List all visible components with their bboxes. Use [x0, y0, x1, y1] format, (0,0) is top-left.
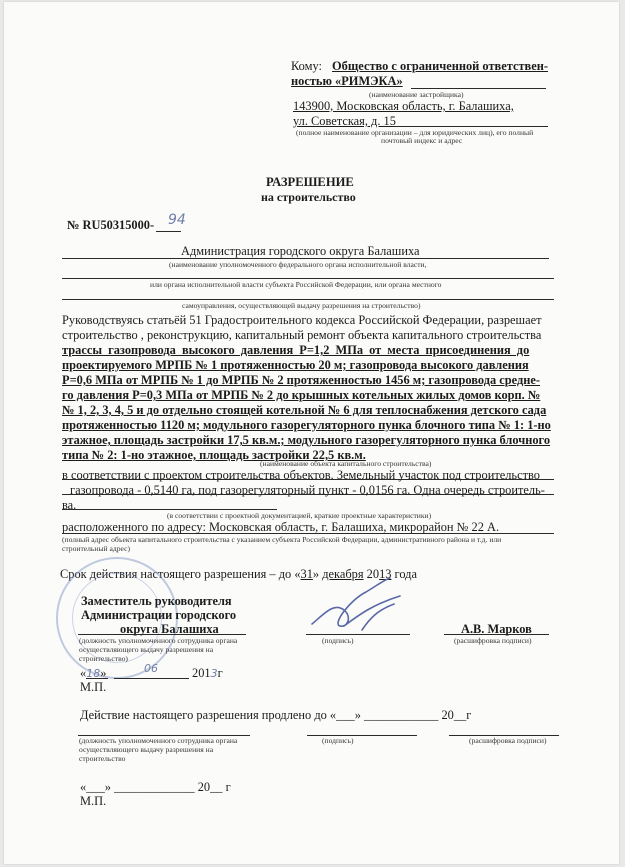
signatory-name-underline: [444, 634, 549, 635]
body-line-1: Руководствуясь статьёй 51 Градостроительного кодекса Российской Федерации, разрешает: [62, 313, 542, 327]
body-line-9: этажное, площадь застройки 17,5 кв.м.; модульного газорегуляторного пунка блочного: [62, 433, 551, 447]
authority-name: Администрация городского округа Балашиха: [181, 244, 420, 258]
validity-suffix: года: [391, 567, 417, 581]
signature-icon: [304, 574, 414, 636]
authority-underline: [62, 258, 549, 259]
validity-day: 31: [300, 567, 313, 581]
extension-mp: М.П.: [80, 794, 107, 808]
permit-number-underline: [156, 231, 181, 232]
extension-caption-1: (должность уполномоченного сотрудника органа: [79, 736, 238, 745]
signatory-position-underline: [78, 634, 246, 635]
extension-name-caption: (расшифровка подписи): [469, 736, 547, 745]
location-caption-2: строительный адрес): [62, 544, 130, 553]
date-suffix: г: [217, 666, 223, 680]
date-open: «: [80, 666, 87, 680]
date-month-underline: [114, 678, 189, 679]
extension-text: Действие настоящего разрешения продлено до «___» ____________ 20__г: [80, 708, 472, 722]
body-line-5: Р=0,6 МПа от МРПБ № 1 до МРПБ № 2 протяженностью 1456 м; газопровода средне-: [62, 373, 541, 387]
date-close: »: [100, 666, 107, 680]
date-day: 18: [86, 667, 101, 680]
project-underline-1: [62, 479, 554, 480]
object-caption: (наименование объекта капитального строительства): [260, 459, 432, 468]
extension-caption-2: осуществляющего выдачу разрешения на: [79, 745, 214, 754]
body-line-10: типа № 2: 1-но этажное, площадь застройки 22,5 кв.м.: [62, 448, 366, 462]
location-underline: [62, 533, 554, 534]
signatory-position-2: Администрации городского: [81, 608, 237, 622]
extension-date: «___» _____________ 20__ г: [80, 780, 231, 794]
project-underline-2: [62, 494, 554, 495]
addressee-address-line1: 143900, Московская область, г. Балашиха,: [293, 99, 514, 113]
project-line-2: газопровода - 0,5140 га, под газорегуляторный пункт - 0,0156 га. Одна очередь строитель-: [70, 483, 545, 497]
address-caption-1: (полное наименование организации – для юридических лиц), его полный: [296, 128, 534, 137]
validity-year-prefix: 20: [363, 567, 380, 581]
name-caption: (расшифровка подписи): [454, 636, 532, 645]
date-day-underline: [86, 678, 108, 679]
body-line-8: протяженностью 1120 м; модульного газорегуляторного пунка блочного типа № 1: 1-но: [62, 418, 551, 432]
authority-caption-2: или органа исполнительной власти субъекта Российской Федерации, или органа местного: [150, 280, 442, 289]
document-title: РАЗРЕШЕНИЕ: [266, 175, 354, 189]
project-caption: (в соответствии с проектной документацией, краткие проектные характеристики): [167, 511, 432, 520]
authority-underline-2: [62, 278, 554, 279]
signatory-caption-1: (должность уполномоченного сотрудника органа: [79, 636, 238, 645]
date-year-prefix: 201: [192, 666, 211, 680]
permit-document: [4, 2, 619, 864]
signatory-caption-2: осуществляющего выдачу разрешения на: [79, 645, 214, 654]
location-caption-1: (полный адрес объекта капитального строительства с указанием субъекта Российской Федерации, административного района и т.д. или: [62, 535, 502, 544]
authority-underline-3: [62, 299, 554, 300]
addressee-name-line1: Общество с ограниченной ответствен-: [332, 59, 549, 73]
validity-mid: »: [312, 567, 323, 581]
body-line-3: трассы газопровода высокого давления Р=1,2 МПа от места присоединения до: [62, 343, 530, 357]
extension-caption-3: строительство: [79, 754, 126, 763]
address-caption-2: почтовый индекс и адрес: [381, 136, 463, 145]
document-subtitle: на строительство: [261, 190, 356, 204]
extension-signature-caption: (подпись): [322, 736, 354, 745]
signatory-name: А.В. Марков: [461, 622, 532, 636]
signatory-mp: М.П.: [80, 680, 107, 694]
location-line: расположенного по адресу: Московская область, г. Балашиха, микрорайон № 22 А.: [62, 520, 500, 534]
date-year-handwritten: 3: [210, 667, 218, 680]
validity-month: декабря: [322, 567, 364, 581]
signatory-caption-3: строительство): [79, 654, 128, 663]
validity-year: 13: [379, 567, 392, 581]
body-line-2: строительство , реконструкцию, капитальный ремонт объекта капитального строительства: [62, 328, 542, 342]
body-line-6: го давления Р=0,3 МПа от МРПБ № 2 до крышных котельных жилых домов корп. №: [62, 388, 541, 402]
addressee-to-label: Кому:: [291, 59, 322, 73]
signatory-position-3: округа Балашиха: [120, 622, 219, 636]
validity-prefix: Срок действия настоящего разрешения – до «: [60, 567, 301, 581]
signature-underline: [306, 634, 410, 635]
body-line-4: проектируемого МРПБ № 1 протяженностью 20 м; газопровода высокого давления: [62, 358, 529, 372]
permit-number-handwritten: 94: [168, 212, 186, 228]
address-underline: [393, 126, 548, 127]
project-underline-3: [62, 509, 277, 510]
body-line-7: № 1, 2, 3, 4, 5 и до отдельно стоящей котельной № 6 для теплоснабжения детского сада: [62, 403, 547, 417]
date-month: 06: [144, 662, 158, 675]
project-line-1: в соответствии с проектом строительства объектов. Земельный участок под строительство: [62, 468, 540, 482]
date-year: [192, 666, 223, 681]
authority-caption-1: (наименование уполномоченного федерального органа исполнительной власти,: [169, 260, 427, 269]
addressee-underline: [411, 88, 546, 89]
signatory-position-1: Заместитель руководителя: [81, 594, 232, 608]
addressee-name-line2: ностью «РИМЭКА»: [291, 74, 403, 88]
permit-number: № RU50315000-: [67, 218, 155, 232]
addressee-caption: (наименование застройщика): [369, 90, 464, 99]
addressee-address-line2: ул. Советская, д. 15: [293, 114, 396, 128]
project-line-3: ва.: [62, 498, 77, 512]
authority-caption-3: самоуправления, осуществляющей выдачу разрешения на строительство): [182, 301, 421, 310]
signature-caption: (подпись): [322, 636, 354, 645]
